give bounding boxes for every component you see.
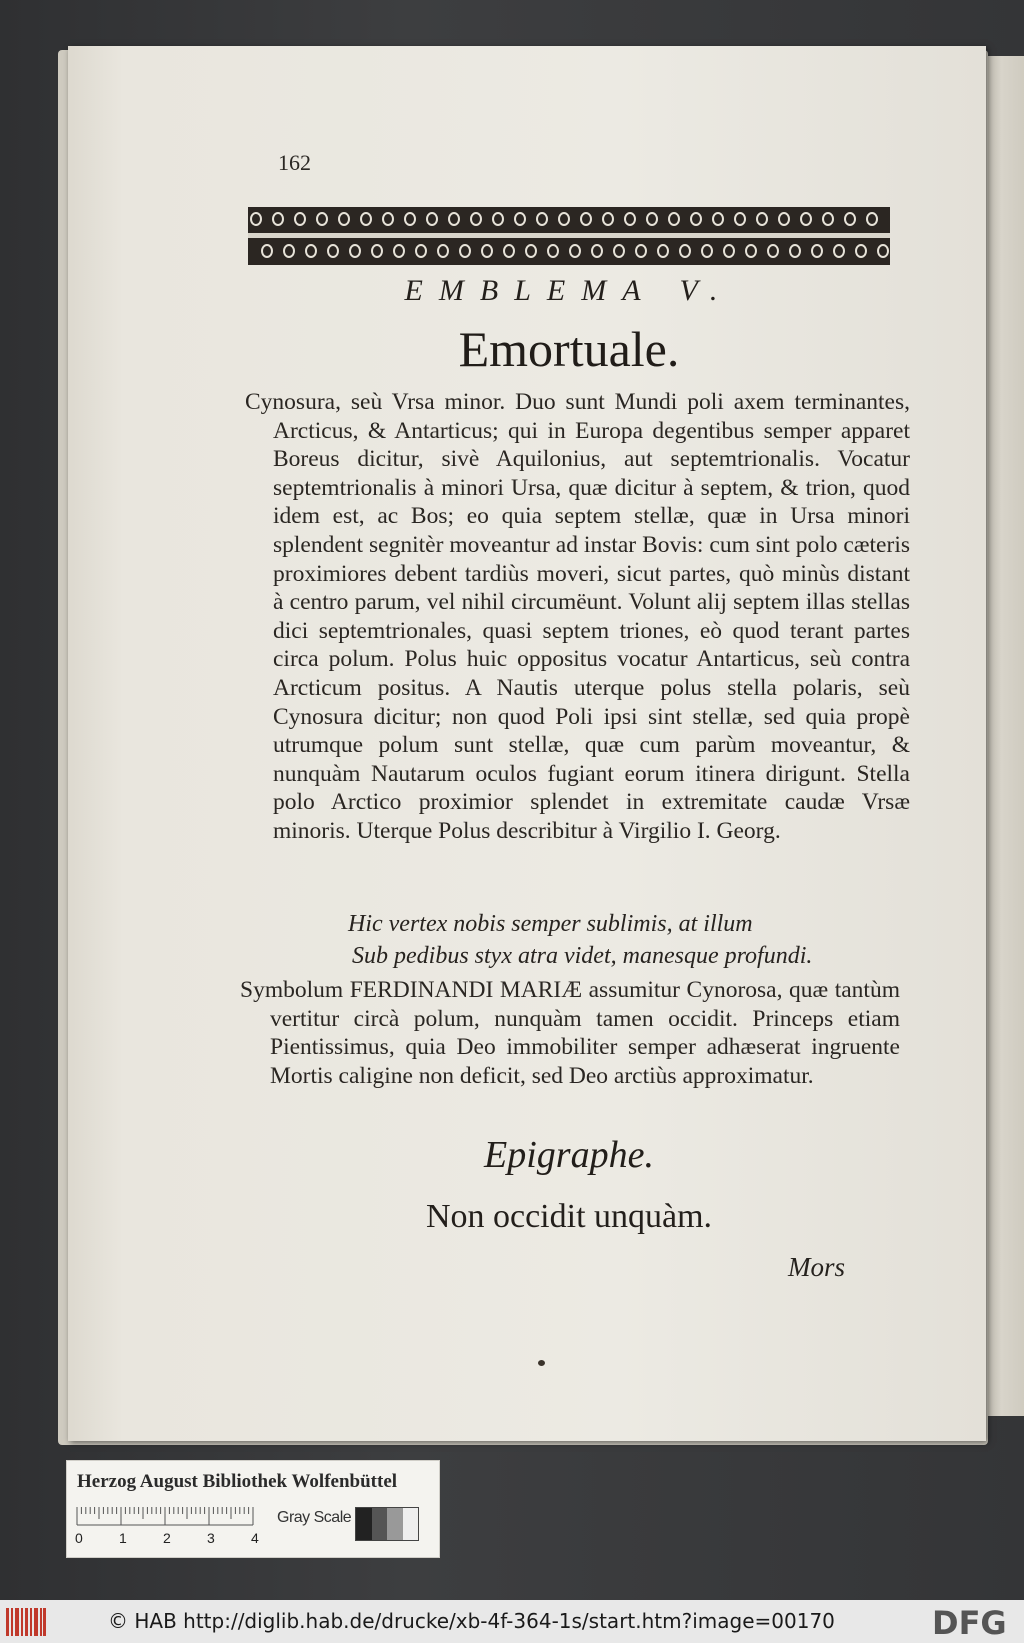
ruler-label: 0 (75, 1530, 83, 1546)
emblem-title: Emortuale. (458, 321, 680, 377)
library-name: Herzog August Bibliothek Wolfenbüttel (77, 1471, 398, 1492)
page-dot (538, 1360, 545, 1366)
footer-bar (0, 1600, 1024, 1643)
body-paragraph-text: Cynosura, seù Vrsa minor. Duo sunt Mundi poli axem terminantes, Arcticus, & Antarticus; qui in Europa degentibus semper apparet Boreus dicitur, sivè Aquilonius, aut septemtrionalis. Vocatur septemtrionalis à minori Ursa, quæ dicitur à septem, & trion, quod idem est, ac Bos; eo quia septem stellæ, quæ in Ursa minori splendent segnitèr moveantur ad instar Bovis: cum sint polo cæteris proximiores debent tardiùs moveri, sicut partes, quò minùs distant à centro parum, vel nihil circumëunt. Volunt alij septem illas stellas dici septemtrionales, quasi septem triones, eò quod terant partes circa polum. Polus huic oppositus vocatur Antarticus, seù contra Arcticum positus. A Nautis uterque polus stella polaris, seù Cynosura dicitur; non quod Poli ipsi sint stellæ, sed quia propè utrumque polum sunt stellæ, quæ cum parùm moveantur, & nunquàm Nautarum oculos fugiant eorum itinera dirigunt. Stella polo Arctico proximior splendet in extremitate caudæ Vrsæ minoris. Uterque Polus describitur à Virgilio I. Georg. (245, 389, 910, 844)
symbol-paragraph (240, 976, 900, 1090)
library-card (66, 1460, 440, 1558)
verse-line-1: Hic vertex nobis semper sublimis, at illum (348, 911, 753, 937)
emblem-heading: EMBLEMA V. (404, 274, 734, 307)
gray-scale-label: Gray Scale (277, 1509, 352, 1526)
dfg-logo (932, 1605, 1018, 1639)
dfg-logo-text: DFG (932, 1605, 1007, 1639)
facing-page-edge (986, 56, 1024, 1416)
catchword: Mors (788, 1252, 846, 1282)
body-paragraph (245, 388, 910, 846)
ruler-label: 2 (163, 1530, 171, 1546)
verse-line-2: Sub pedibus styx atra videt, manesque profundi. (352, 943, 813, 969)
barcode-icon (6, 1606, 46, 1638)
verse-quote (348, 908, 908, 972)
epigraphe-text: Non occidit unquàm. (425, 1198, 713, 1235)
ruler-label: 1 (119, 1530, 127, 1546)
ruler-label: 3 (207, 1530, 215, 1546)
gray-scale-swatch (355, 1507, 419, 1541)
epigraphe-heading: Epigraphe. (484, 1134, 654, 1176)
ornament-band (248, 207, 890, 265)
footer-copyright-link[interactable]: © HAB http://diglib.hab.de/drucke/xb-4f-364-1s/start.htm?image=00170 (108, 1609, 835, 1633)
symbol-paragraph-text: Symbolum FERDINANDI MARIÆ assumitur Cynorosa, quæ tantùm vertitur circà polum, nunquàm tamen occidit. Princeps etiam Pientissimus, quia Deo immobiliter semper adhæserat ingruente Mortis caligine non deficit, sed Deo arctiùs approximatur. (240, 977, 900, 1089)
ruler-scale (75, 1505, 275, 1555)
ruler-label: 4 (251, 1530, 259, 1546)
page-number: 162 (278, 150, 311, 175)
